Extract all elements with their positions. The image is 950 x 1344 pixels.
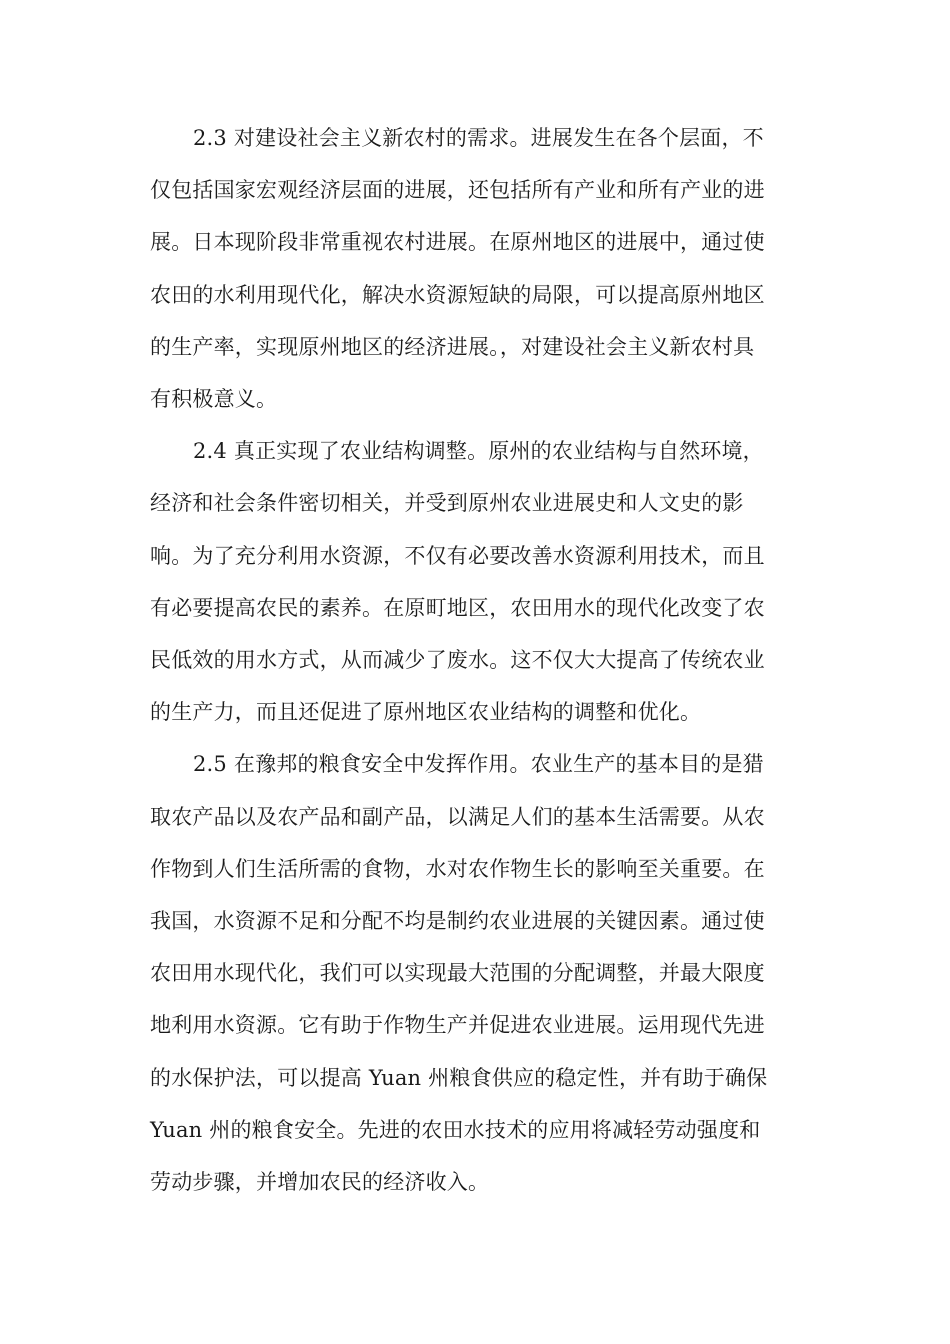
text-line: 民低效的用水方式，从而减少了废水。这不仅大大提高了传统农业 bbox=[150, 648, 765, 673]
text-line: 作物到人们生活所需的食物，水对农作物生长的影响至关重要。在 bbox=[150, 856, 765, 881]
text-line: 劳动步骤，并增加农民的经济收入。 bbox=[150, 1170, 490, 1195]
text-line: 农田的水利用现代化，解决水资源短缺的局限，可以提高原州地区 bbox=[150, 282, 765, 307]
text-line: 地利用水资源。它有助于作物生产并促进农业进展。运用现代先进 bbox=[150, 1013, 765, 1038]
text-line: 农田用水现代化，我们可以实现最大范围的分配调整，并最大限度 bbox=[150, 961, 765, 986]
text-line: 的生产率，实现原州地区的经济进展。，对建设社会主义新农村具 bbox=[150, 334, 755, 359]
text-line: 2.5 在豫邦的粮食安全中发挥作用。农业生产的基本目的是猎 bbox=[193, 752, 764, 777]
paragraph-2-5 bbox=[150, 738, 804, 1208]
text-line: 响。为了充分利用水资源，不仅有必要改善水资源利用技术，而且 bbox=[150, 543, 765, 568]
text-line: 仅包括国家宏观经济层面的进展，还包括所有产业和所有产业的进 bbox=[150, 178, 765, 203]
paragraph-2-3 bbox=[150, 112, 804, 425]
text-line: Yuan 州的粮食安全。先进的农田水技术的应用将减轻劳动强度和 bbox=[150, 1117, 761, 1142]
text-line: 经济和社会条件密切相关，并受到原州农业进展史和人文史的影 bbox=[150, 491, 744, 516]
text-line: 取农产品以及农产品和副产品，以满足人们的基本生活需要。从农 bbox=[150, 804, 765, 829]
text-line: 的水保护法，可以提高 Yuan 州粮食供应的稳定性，并有助于确保 bbox=[150, 1065, 768, 1090]
document-body bbox=[150, 112, 804, 1208]
text-line: 有必要提高农民的素养。在原町地区，农田用水的现代化改变了农 bbox=[150, 595, 765, 620]
text-line: 有积极意义。 bbox=[150, 387, 278, 412]
text-line: 2.3 对建设社会主义新农村的需求。进展发生在各个层面，不 bbox=[193, 126, 764, 150]
text-line: 我国，水资源不足和分配不均是制约农业进展的关键因素。通过使 bbox=[150, 909, 765, 934]
text-line: 展。日本现阶段非常重视农村进展。在原州地区的进展中，通过使 bbox=[150, 230, 765, 255]
text-line: 的生产力，而且还促进了原州地区农业结构的调整和优化。 bbox=[150, 700, 702, 725]
text-line: 2.4 真正实现了农业结构调整。原州的农业结构与自然环境， bbox=[193, 439, 764, 464]
paragraph-2-4 bbox=[150, 425, 804, 738]
